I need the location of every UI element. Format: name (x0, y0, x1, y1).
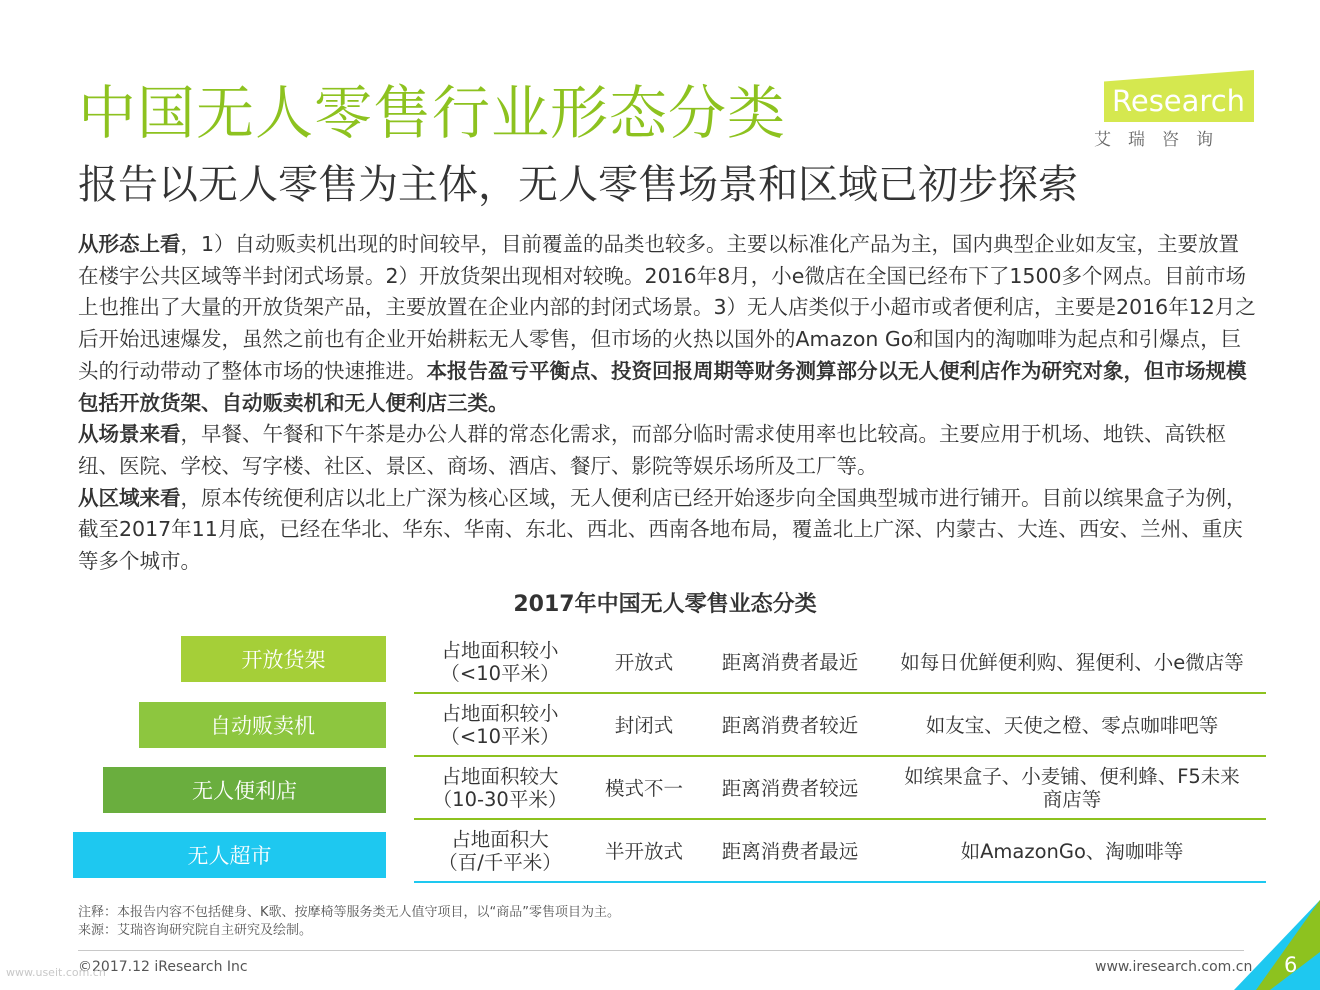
table-row (414, 758, 1266, 820)
paragraph-region-text: ，原本传统便利店以北上广深为核心区域，无人便利店已经开始逐步向全国典型城市进行铺开。目前以缤果盒子为例，截至2017年11月底，已经在华北、华东、华南、东北、西北、西南各地布局，覆盖北上广深、内蒙古、大连、西安、兰州、重庆等多个城市。 (78, 485, 1247, 574)
watermark: www.useit.com.cn (6, 966, 106, 979)
paragraph-region-heading: 从区域来看 (78, 485, 181, 510)
notes (78, 904, 620, 940)
category-vending-machine: 自动贩卖机 (139, 702, 386, 748)
body-text (78, 229, 1258, 578)
page-title: 中国无人零售行业形态分类 (78, 79, 787, 147)
cell-type: 半开放式 (604, 839, 683, 863)
category-unmanned-convenience-store: 无人便利店 (103, 767, 386, 813)
cell-examples: 如每日优鲜便利购、猩便利、小e微店等 (900, 650, 1244, 674)
cell-examples: 如缤果盒子、小麦铺、便利蜂、F5未来 商店等 (904, 765, 1240, 811)
paragraph-region (78, 483, 1258, 578)
cell-area: 占地面积较小 （<10平米） (440, 702, 560, 748)
paragraph-scene-text: ，早餐、午餐和下午茶是办公人群的常态化需求，而部分临时需求使用率也比较高。主要应用于机场、地铁、高铁枢纽、医院、学校、写字楼、社区、景区、商场、酒店、餐厅、影院等娱乐场所及工厂等。 (78, 422, 1226, 478)
cell-type: 模式不一 (604, 776, 683, 800)
table-row (414, 695, 1266, 757)
cell-distance: 距离消费者较远 (721, 776, 859, 800)
cell-area: 占地面积较小 （<10平米） (440, 639, 560, 685)
paragraph-form-text: ，1）自动贩卖机出现的时间较早，目前覆盖的品类也较多。主要以标准化产品为主，国内典型企业如友宝，主要放置在楼宇公共区域等半封闭式场景。2）开放货架出现相对较晚。2016年8月，小e微店在全国已经布下了1500多个网点。目前市场上也推出了大量的开放货架产品，主要放置在企业内部的封闭式场景。3）无人店类似于小超市或者便利店，主要是2016年12月之后开始迅速爆发，虽然之前也有企业开始耕耘无人零售，但市场的火热以国外的Amazon Go和国内的淘咖啡为起点和引爆点，巨头的行动带动了整体市场的快速推进。 (78, 232, 1256, 383)
page-subtitle: 报告以无人零售为主体，无人零售场景和区域已初步探索 (78, 162, 1078, 208)
cell-type: 开放式 (614, 650, 674, 674)
table-row (414, 632, 1266, 694)
logo-subtext: 艾瑞咨询 (1094, 130, 1230, 150)
cell-examples: 如AmazonGo、淘咖啡等 (960, 839, 1184, 863)
corner-decoration (1234, 900, 1320, 990)
category-unmanned-supermarket: 无人超市 (73, 832, 386, 878)
footer-divider (78, 950, 1244, 951)
logo-i: i (1092, 84, 1103, 122)
cell-distance: 距离消费者最近 (721, 650, 859, 674)
cell-distance: 距离消费者较近 (721, 713, 859, 737)
cell-area: 占地面积较大 （10-30平米） (432, 765, 568, 811)
paragraph-form (78, 229, 1258, 419)
table-row (414, 821, 1266, 883)
paragraph-scene (78, 419, 1258, 482)
table-title: 2017年中国无人零售业态分类 (513, 592, 817, 617)
website-link[interactable]: www.iresearch.com.cn (1095, 959, 1253, 975)
paragraph-form-emphasis: 本报告盈亏平衡点、投资回报周期等财务测算部分以无人便利店作为研究对象，但市场规模包括开放货架、自动贩卖机和无人便利店三类。 (78, 358, 1247, 415)
paragraph-scene-heading: 从场景来看 (78, 422, 181, 447)
paragraph-form-heading: 从形态上看 (78, 232, 181, 256)
cell-distance: 距离消费者最远 (721, 839, 859, 863)
cell-examples: 如友宝、天使之橙、零点咖啡吧等 (925, 713, 1219, 737)
note-text: 注释：本报告内容不包括健身、K歌、按摩椅等服务类无人值守项目，以“商品”零售项目为主。 (78, 905, 620, 920)
iresearch-logo (1090, 70, 1260, 154)
logo-text: Research (1112, 84, 1246, 118)
source-text: 来源：艾瑞咨询研究院自主研究及绘制。 (78, 923, 313, 938)
copyright: ©2017.12 iResearch Inc (78, 959, 248, 975)
cell-type: 封闭式 (614, 713, 674, 737)
cell-area: 占地面积大 （百/千平米） (438, 828, 562, 874)
page-number: 6 (1284, 953, 1298, 977)
category-open-shelf: 开放货架 (181, 636, 386, 682)
